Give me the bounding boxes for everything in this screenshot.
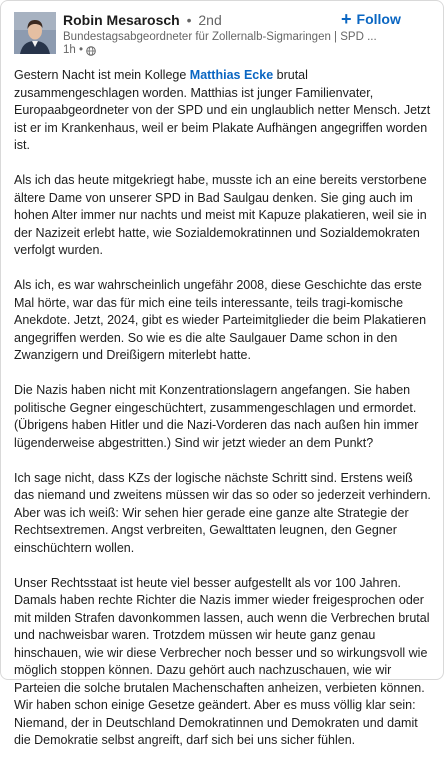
post-paragraph: Als ich das heute mitgekriegt habe, musste ich an eine bereits verstorbene ältere Dame von unserer SPD in Bad Saulgau denken. Sie ging auch im hohen Alter immer nur nachts und meist mit Kapuze plakatieren, weil sie in der Nazizeit erlebt hatte, wie Sozialdemokratinnen und Sozialdemokraten verfolgt wurden. [14, 173, 427, 257]
paragraph-text: Gestern Nacht ist mein Kollege [14, 68, 190, 82]
post-paragraph: Ich sage nicht, dass KZs der logische nächste Schritt sind. Erstens weiß das niemand und zweitens müssen wir das so oder so jederzeit verhindern. Aber was ich weiß: Wir sehen hier gerade eine ganze alte Strategie der Rechtsextremen. Angst verbreiten, Gewalttaten leugnen, den Gegner einschüchtern wollen. [14, 470, 431, 555]
follow-label: Follow [356, 11, 401, 27]
author-name-row [63, 12, 222, 29]
follow-button[interactable] [341, 9, 401, 29]
name-separator: • [186, 12, 192, 28]
post-body [14, 67, 434, 767]
author-headline: Bundestagsabgeordneter für Zollernalb-Sigmaringen | SPD ... [63, 31, 377, 43]
avatar-image [14, 12, 56, 54]
post-paragraph: Unser Rechtsstaat ist heute viel besser aufgestellt als vor 100 Jahren. Damals haben rechte Richter die Nazis immer wieder freigesprochen oder mit milden Strafen davonkommen lassen, auch wenn die Verbrechen brutal und nachweisbar waren. Trotzdem müssen wir heute ganz genau hinschauen, wie wir diese Verbrecher noch besser und so wirkungsvoll wie möglich stoppen können. Dazu gehört auch nachzuschauen, wie wir Parteien die solche brutalen Machenschaften anheizen, verbieten können. Wir haben schon einige Gesetze geändert. Aber es muss völlig klar sein: Niemand, der in Deutschland Demokratinnen und Demokraten und damit die Demokratie selbst angreift, darf sich bei uns sicher fühlen. [14, 575, 430, 747]
post-header [1, 1, 443, 59]
author-avatar[interactable] [14, 12, 56, 54]
post-paragraph: Als ich, es war wahrscheinlich ungefähr 2008, diese Geschichte das erste Mal hörte, war das für mich eine teils interessante, teils tragi-komische Anekdote. Jetzt, 2024, gibt es wieder Parteimitglieder die beim Plakatieren angegriffen werden. So wie es die alte Saulgauer Dame schon in den Zwanzigern und Dreißigern miterlebt hatte. [14, 278, 427, 362]
plus-icon: + [341, 9, 352, 29]
author-name[interactable]: Robin Mesarosch [63, 12, 180, 28]
post-paragraph: Die Nazis haben nicht mit Konzentrationslagern angefangen. Sie haben politische Gegner eingeschüchtert, zusammengeschlagen und ermordet. (Übrigens haben Hitler und die Nazi-Vorderen das nach außen hin immer lügenderweise abgestritten.) Sind wir jetzt wieder an dem Punkt? [14, 383, 419, 450]
connection-degree: 2nd [198, 12, 222, 28]
post-paragraph [14, 67, 434, 155]
post-meta [63, 44, 96, 57]
post-time: 1h • [63, 44, 84, 56]
paragraph-text: brutal zusammengeschlagen worden. Matthias ist junger Familienvater, Europaabgeordneter von der SPD und ein unglaublich netter Mensch. Jetzt ist er im Krankenhaus, weil er beim Plakate Aufhängen angegriffen worden ist. [14, 68, 431, 152]
mention-link[interactable]: Matthias Ecke [189, 68, 274, 82]
globe-icon [86, 46, 96, 56]
